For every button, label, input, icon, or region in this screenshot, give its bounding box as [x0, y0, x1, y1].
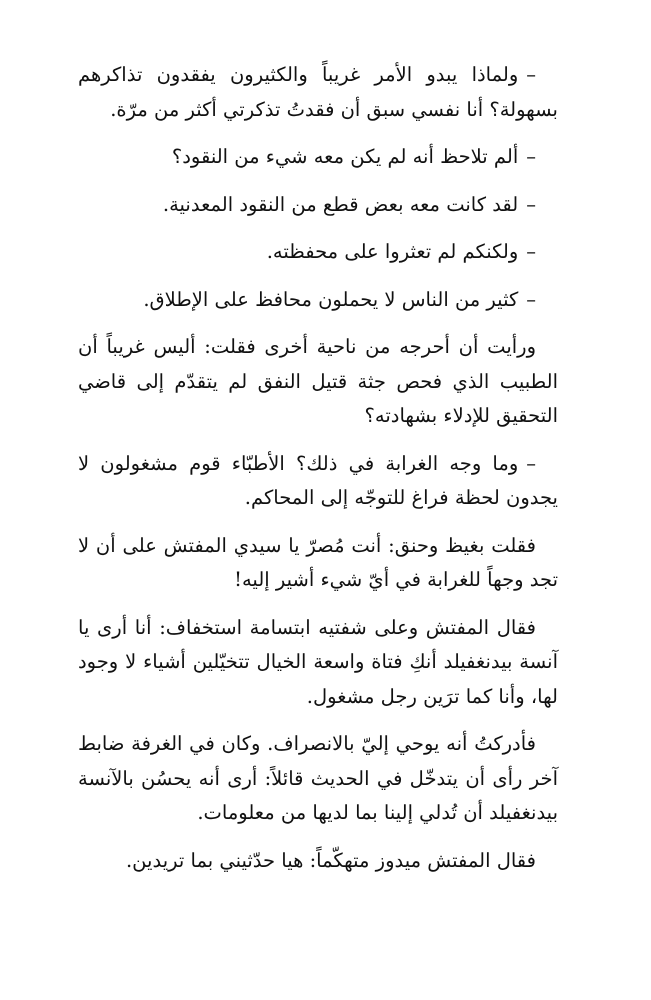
narration-paragraph — [78, 330, 558, 434]
narration-paragraph — [78, 727, 558, 831]
book-page — [78, 58, 558, 891]
paragraph-text: ورأيت أن أحرجه من ناحية أخرى فقلت: أليس غريباً أن الطبيب الذي فحص جثة قتيل النفق لم يتقدّم إلى قاضي التحقيق للإدلاء بشهادته؟ — [78, 335, 558, 427]
narration-paragraph — [78, 611, 558, 715]
paragraph-text: فقال المفتش وعلى شفتيه ابتسامة استخفاف: أنا أرى يا آنسة بيدنغفيلد أنكِ فتاة واسعة الخيال تتخيّلين أشياء لا وجود لها، وأنا كما ترَين رجل مشغول. — [78, 615, 558, 708]
dialogue-paragraph — [78, 58, 558, 127]
dialogue-dash: – — [526, 145, 536, 168]
dialogue-paragraph — [78, 188, 558, 223]
paragraph-text: فقال المفتش ميدوز متهكّماً: هيا حدّثيني بما تريدين. — [125, 848, 536, 872]
paragraph-text: ولماذا يبدو الأمر غريباً والكثيرون يفقدون تذاكرهم بسهولة؟ أنا نفسي سبق أن فقدتُ تذكرتي أكثر من مرّة. — [78, 63, 558, 121]
dialogue-paragraph — [78, 447, 558, 516]
dialogue-dash: – — [526, 240, 536, 263]
paragraph-text: ألم تلاحظ أنه لم يكن معه شيء من النقود؟ — [171, 145, 519, 168]
narration-paragraph — [78, 844, 558, 879]
dialogue-paragraph — [78, 235, 558, 270]
dialogue-dash: – — [526, 192, 536, 216]
paragraph-text: ولكنكم لم تعثروا على محفظته. — [266, 240, 519, 263]
paragraph-text: كثير من الناس لا يحملون محافظ على الإطلاق. — [143, 287, 519, 311]
narration-paragraph — [78, 529, 558, 598]
dialogue-dash: – — [526, 63, 536, 86]
paragraph-text: فأدركتُ أنه يوحي إليّ بالانصراف. وكان في الغرفة ضابط آخر رأى أن يتدخّل في الحديث قائلاً: أرى أنه يحسُن بالآنسة بيدنغفيلد أن تُدلي إلينا بما لديها من معلومات. — [78, 732, 558, 824]
dialogue-paragraph — [78, 140, 558, 175]
dialogue-dash: – — [526, 451, 536, 475]
dialogue-paragraph — [78, 283, 558, 318]
dialogue-dash: – — [526, 287, 536, 311]
paragraph-text: فقلت بغيظ وحنق: أنت مُصرّ يا سيدي المفتش على أن لا تجد وجهاً للغرابة في أيّ شيء أشير إليه! — [78, 533, 558, 591]
paragraph-text: لقد كانت معه بعض قطع من النقود المعدنية. — [162, 192, 519, 216]
paragraph-text: وما وجه الغرابة في ذلك؟ الأطبّاء قوم مشغولون لا يجدون لحظة فراغ للتوجّه إلى المحاكم. — [78, 451, 558, 509]
